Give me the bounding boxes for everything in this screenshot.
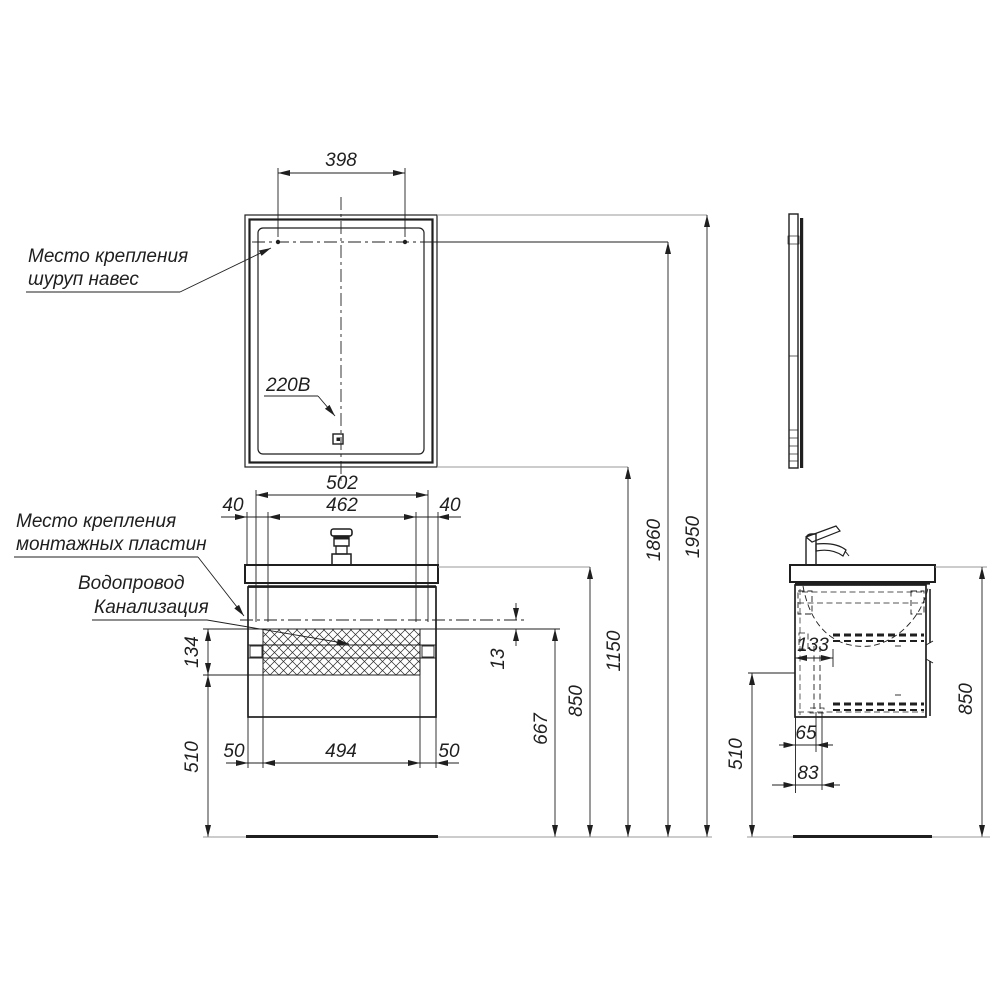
mount-plate-hidden-right — [911, 591, 924, 614]
dim-462-40 — [221, 495, 461, 517]
mount-screw-right — [403, 240, 407, 244]
dim-13-text: 13 — [488, 648, 509, 670]
countertop-front — [245, 565, 438, 583]
dim-667-text: 667 — [531, 713, 552, 745]
vanity-front — [203, 529, 560, 717]
dim-1950-text: 1950 — [683, 515, 704, 559]
dim-398-text: 398 — [325, 150, 357, 171]
dim-850-side — [935, 567, 987, 837]
mirror-mount-label-2: шуруп навес — [28, 269, 139, 290]
mirror-mount-label-1: Место крепления — [28, 246, 189, 267]
dim-1860-text: 1860 — [644, 518, 665, 562]
dim-65-text: 65 — [795, 723, 817, 744]
dim-850-side-text: 850 — [956, 683, 977, 715]
floor-front — [203, 837, 712, 838]
plates-mount-label-2: монтажных пластин — [16, 534, 207, 555]
countertop-side — [790, 565, 935, 582]
mirror-side — [788, 214, 803, 468]
dim-left-heights — [182, 629, 208, 837]
dim-134-text: 134 — [182, 636, 203, 668]
sewer-label: Канализация — [94, 597, 209, 618]
dim-133 — [795, 635, 833, 667]
utility-zone-hatch — [263, 629, 420, 675]
dim-462-text: 462 — [326, 495, 358, 516]
dim-510-text: 510 — [182, 741, 203, 773]
dim-50l-text: 50 — [223, 741, 245, 762]
label-220v — [264, 375, 335, 416]
plates-mount-label-1: Место крепления — [16, 511, 177, 532]
dim-850-text: 850 — [566, 685, 587, 717]
dim-510-side-text: 510 — [726, 738, 747, 770]
dim-510-side — [726, 673, 795, 837]
mirror-back-panel — [800, 218, 803, 468]
dim-bottom-widths — [223, 675, 460, 768]
dim-502-text: 502 — [326, 473, 358, 494]
dim-1150-text: 1150 — [604, 630, 625, 672]
dim-40l-text: 40 — [222, 495, 244, 516]
dim-83-text: 83 — [797, 763, 819, 784]
power-label: 220В — [266, 375, 311, 396]
dim-13 — [488, 603, 516, 670]
floor-side — [747, 837, 990, 838]
dim-502 — [256, 473, 428, 495]
front-view — [14, 150, 712, 837]
mount-screw-left — [276, 240, 280, 244]
dim-40r-text: 40 — [439, 495, 461, 516]
side-view — [726, 214, 990, 837]
faucet-front — [331, 529, 352, 565]
callout-mirror-mount — [26, 246, 271, 292]
water-label: Водопровод — [78, 573, 185, 594]
dim-133-text: 133 — [797, 635, 829, 656]
mirror-front — [245, 197, 437, 483]
faucet-side — [806, 526, 849, 565]
dim-494-text: 494 — [325, 741, 357, 762]
dim-398 — [278, 150, 405, 237]
dim-height-chain — [429, 215, 707, 837]
dim-65-83 — [772, 712, 840, 793]
dim-50r-text: 50 — [438, 741, 460, 762]
